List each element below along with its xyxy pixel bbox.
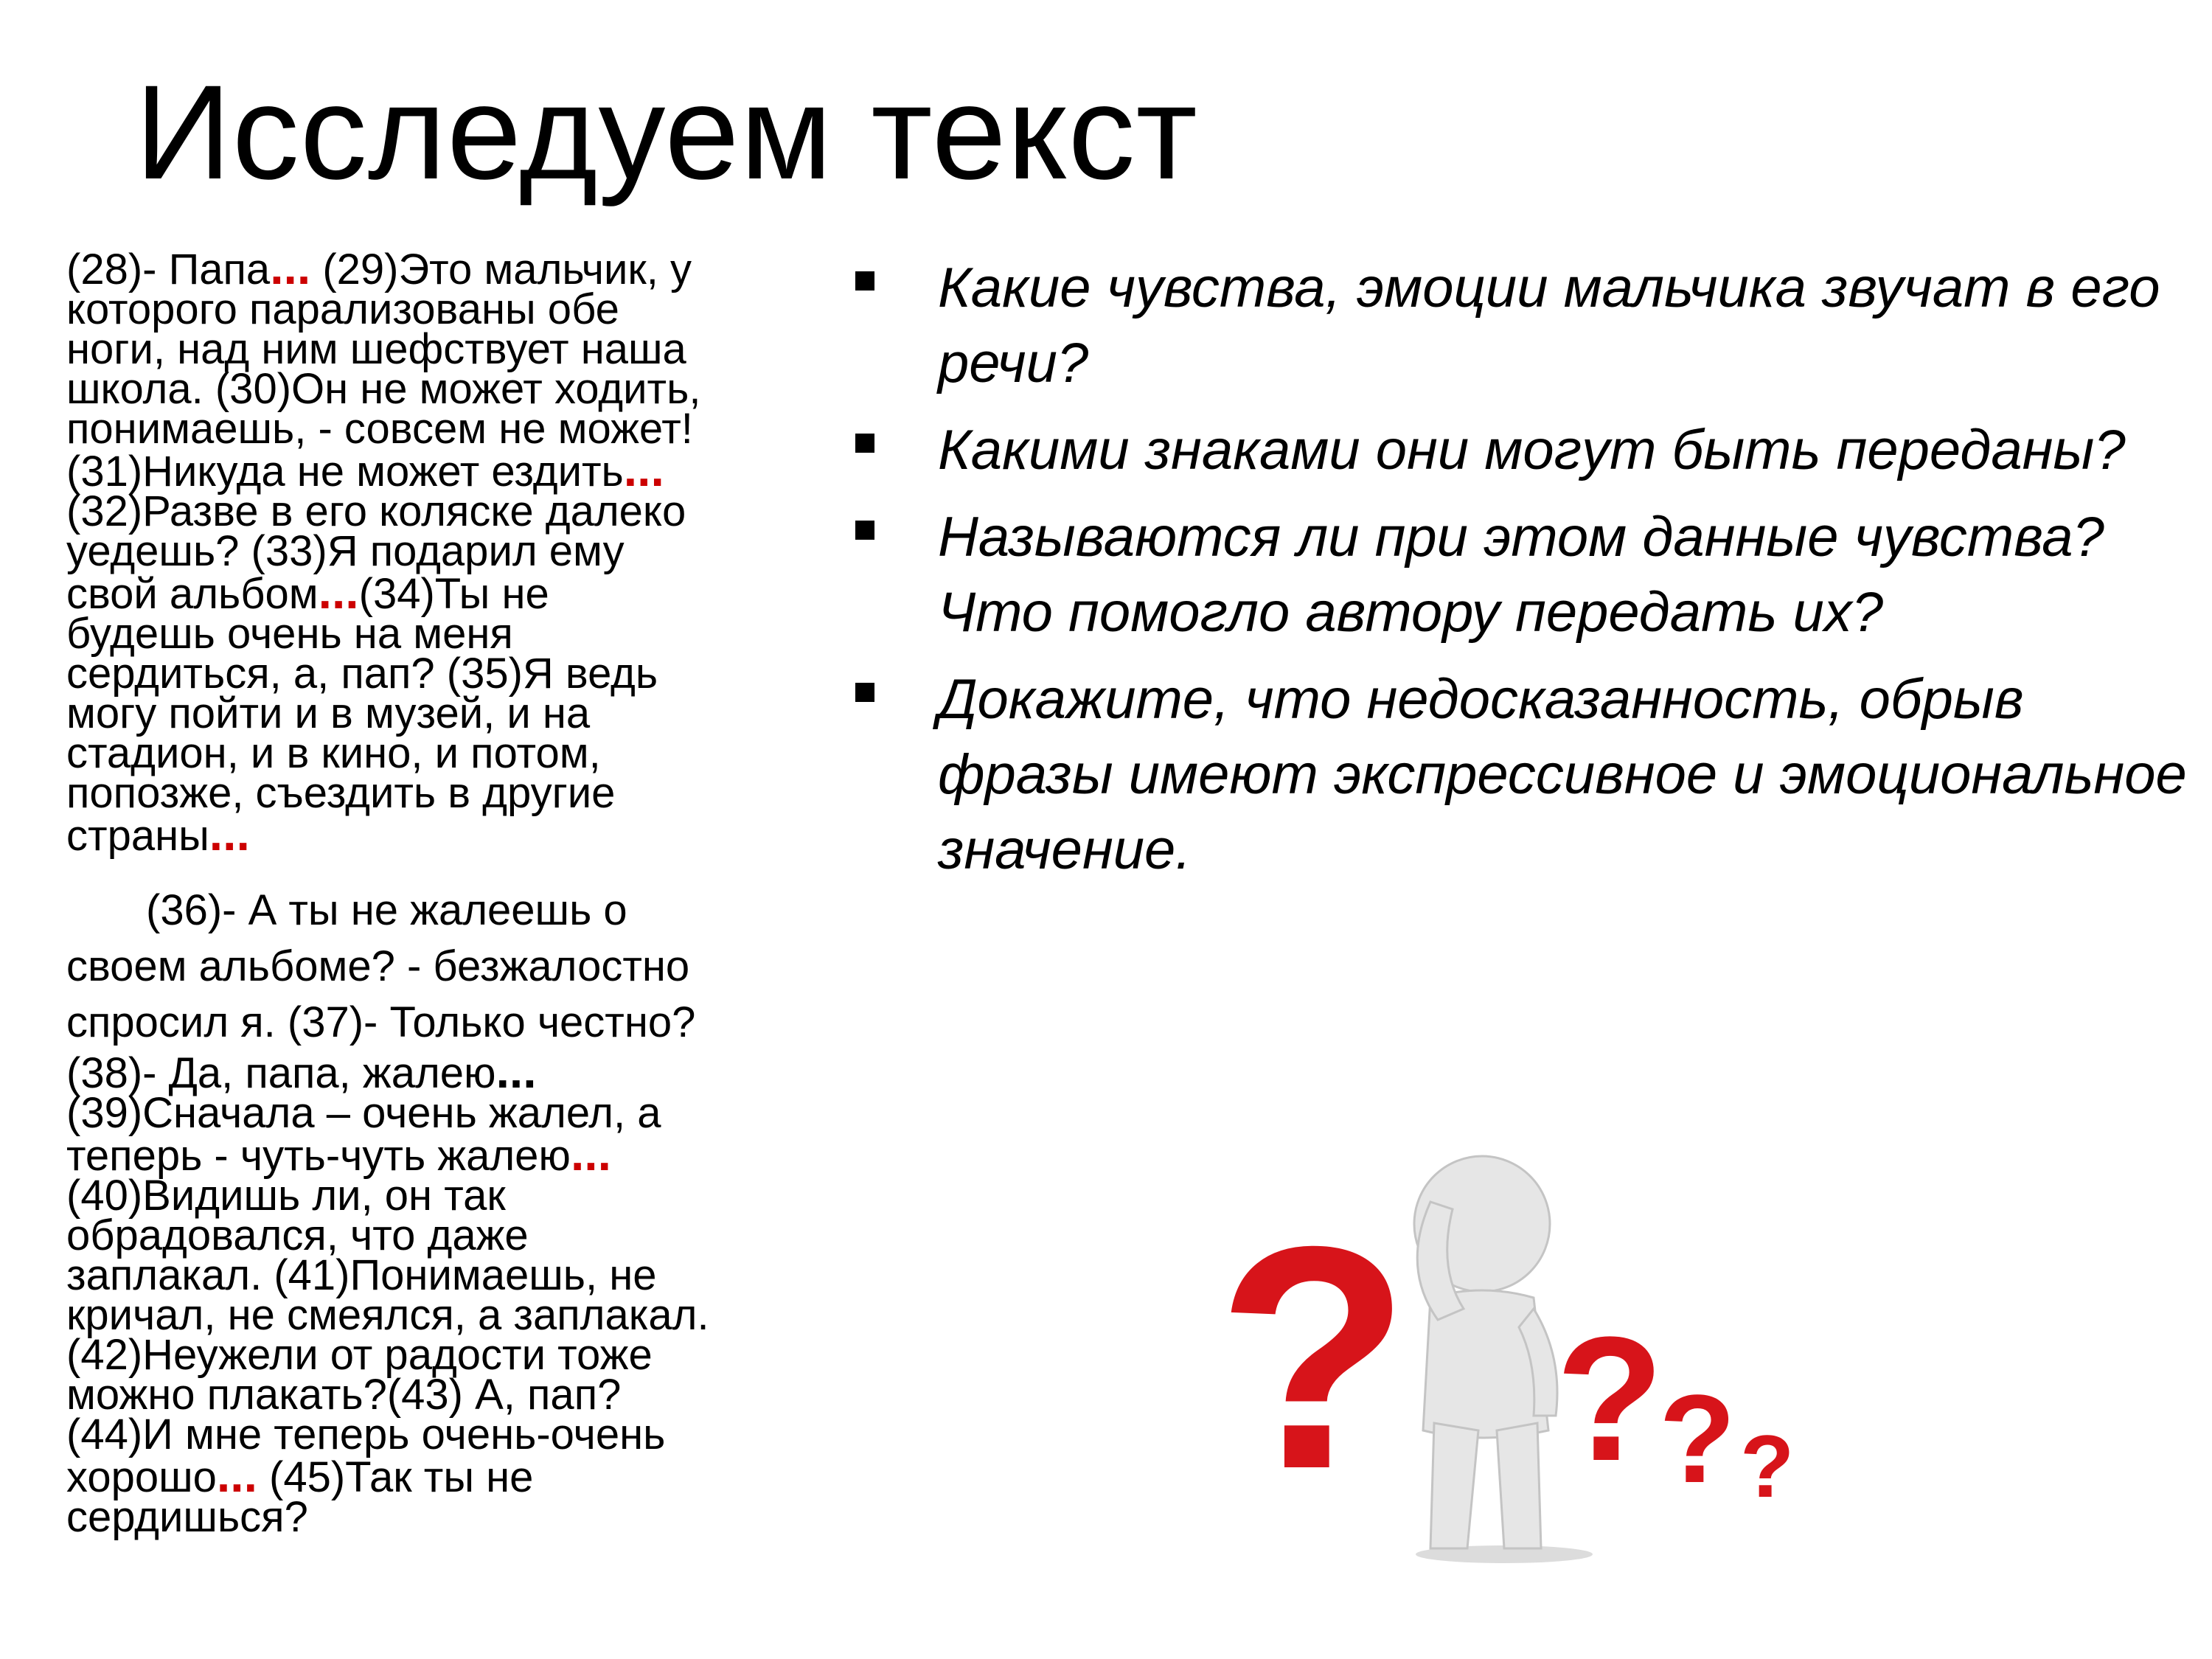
excerpt-line: будешь очень на меня [66,610,513,658]
question-item [855,662,2190,888]
question-text: Какими знаками они могут быть переданы? [938,419,2126,481]
excerpt-line: (31)Никуда не может ездить [66,448,624,495]
square-bullet-icon [855,521,874,540]
excerpt-line: сердишься? [66,1493,308,1541]
question-text: Докажите, что недосказанность, обрыв фразы имеют экспрессивное и эмоциональное значение. [938,668,2187,881]
excerpt-line: (32)Разве в его коляске далеко [66,487,686,535]
question-item [855,251,2190,401]
square-bullet-icon [855,683,874,702]
excerpt-paragraph-3 [66,1043,804,1541]
excerpt-line: обрадовался, что даже [66,1211,529,1259]
question-mark-icon: ? [1556,1300,1664,1498]
excerpt-line: могу пойти и в музей, и на [66,689,591,737]
excerpt-line: школа. (30)Он не может ходить, [66,365,701,413]
excerpt-line: ноги, над ним шефствует наша [66,325,686,373]
ellipsis-mark: ... [623,442,664,496]
excerpt-line: (38)- Да, папа, жалею [66,1049,496,1097]
excerpt-line: хорошо [66,1453,217,1501]
excerpt-line: уедешь? (33)Я подарил ему [66,527,625,575]
excerpt-line: (39)Сначала – очень жалел, а [66,1089,661,1137]
excerpt-paragraph-1 [66,240,804,860]
excerpt-line: (45)Так ты не [257,1453,534,1501]
excerpt-line: своем альбоме? - безжалостно [66,942,690,990]
page-title: Исследуем текст [135,57,1198,207]
excerpt-line: (28)- Папа [66,246,271,293]
excerpt-line: сердиться, а, пап? (35)Я ведь [66,650,658,698]
excerpt-line: (29)Это мальчик, у [310,246,692,293]
excerpt-line: (44)И мне теперь очень-очень [66,1411,666,1458]
ellipsis-mark: ... [270,240,311,294]
excerpt-paragraph-2 [66,883,804,1051]
ellipsis-mark: ... [570,1126,611,1180]
excerpt-line: (36)- А ты не жалеешь о [146,886,627,934]
excerpt-line: понимаешь, - совсем не может! [66,405,693,453]
question-mark-icon: ? [1659,1369,1736,1509]
excerpt-line: (42)Неужели от радости тоже [66,1331,653,1379]
excerpt-line: можно плакать?(43) А, пап? [66,1371,622,1419]
question-mark-icon: ? [1217,1181,1411,1535]
excerpt-line: свой альбом [66,570,319,618]
excerpt-line: теперь - чуть-чуть жалею [66,1132,571,1180]
ellipsis-mark: ... [216,1447,257,1502]
excerpt-line: попозже, съездить в другие [66,769,616,817]
question-list [855,251,2190,900]
ellipsis-mark: ... [495,1043,537,1098]
story-excerpt [66,240,804,1541]
ellipsis-mark: ... [209,806,250,860]
excerpt-line: кричал, не смеялся, а заплакал. [66,1291,709,1339]
excerpt-line: (34)Ты не [358,570,549,618]
excerpt-line: страны [66,812,209,860]
question-text: Какие чувства, эмоции мальчика звучат в его речи? [938,257,2160,394]
ellipsis-mark: ... [318,564,359,619]
excerpt-line: (40)Видишь ли, он так [66,1172,506,1220]
question-mark-icon: ? [1740,1417,1795,1516]
question-item [855,500,2190,650]
square-bullet-icon [855,271,874,291]
square-bullet-icon [855,434,874,453]
excerpt-line: спросил я. (37)- Только честно? [66,998,696,1046]
question-text: Называются ли при этом данные чувства? Что помогло автору передать их? [938,506,2104,644]
excerpt-line: стадион, и в кино, и потом, [66,729,601,777]
excerpt-line: заплакал. (41)Понимаешь, не [66,1251,657,1299]
thinking-figure-icon [1209,1150,1858,1563]
question-item [855,413,2190,488]
excerpt-line: которого парализованы обе [66,285,619,333]
